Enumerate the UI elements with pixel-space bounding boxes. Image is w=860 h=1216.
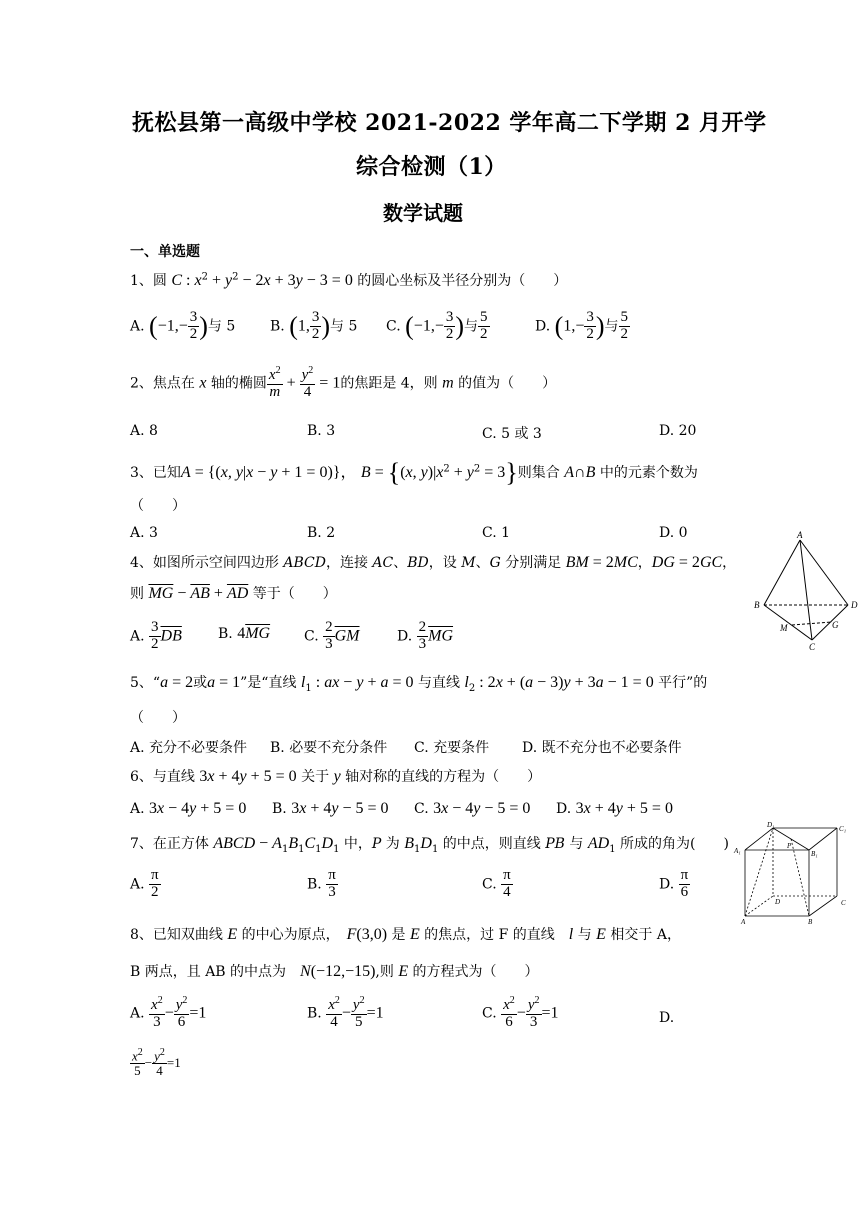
- q8-option-d-label: D.: [659, 1010, 675, 1026]
- q4-stem-line2: 则 $\overline{MG} - \overline{AB} + \overline{AD}$ 等于（ ）: [130, 585, 337, 602]
- q7-option-d: D. $\frac{\pi}{6}$: [659, 867, 689, 900]
- q1-option-d: D. (1,− $\frac{3}{2}$ )与 $\frac{5}{2}$: [535, 309, 629, 342]
- q6-option-b: B. 3x + 4y − 5 = 0: [272, 800, 389, 817]
- q7-option-c: C. $\frac{\pi}{4}$: [482, 867, 511, 900]
- q4-option-c: C. $\frac{2}{3}$ $\overline{GM}$: [304, 619, 360, 652]
- q4-option-b: B. $4\overline{MG}$: [218, 625, 271, 642]
- subject-title: 数学试题: [383, 201, 463, 225]
- fig-label-m: M: [780, 623, 788, 633]
- q8-option-b: B. $\frac{x^2}{4}$ − $\frac{y^2}{5}$ =1: [307, 995, 384, 1030]
- q3-option-a: A. 3: [130, 525, 158, 541]
- cube-label-c1: C₁: [839, 825, 847, 833]
- q1-stem: 1、圆 C : $x^2 + y^2 - 2x + 3y - 3 = 0$ 的圆心坐标及半径分别为（ ）: [130, 271, 568, 289]
- cube-label-b1: B₁: [811, 850, 818, 858]
- cube-label-b: B: [808, 918, 813, 926]
- q2-stem: 2、焦点在 x 轴的椭圆 $\frac{x^2}{m}$ + $\frac{y^2}{4}$ = 1的焦距是 4，则 m 的值为（ ）: [130, 365, 557, 400]
- q2-option-d: D. 20: [659, 423, 697, 439]
- fig-label-g: G: [832, 620, 839, 630]
- q2-option-c: C. 5 或 3: [482, 426, 542, 442]
- fig-label-d: D: [851, 600, 858, 610]
- fig-label-b: B: [754, 600, 760, 610]
- cube-label-d: D: [775, 898, 781, 906]
- q5-paren: （ ）: [130, 710, 186, 726]
- q2-option-a: A. 8: [130, 423, 158, 439]
- q8-option-c: C. $\frac{x^2}{6}$ − $\frac{y^2}{3}$ =1: [482, 995, 559, 1030]
- q5-option-a: A. 充分不必要条件: [130, 740, 248, 756]
- q5-option-b: B. 必要不充分条件: [270, 740, 388, 756]
- q1-option-c: C. (−1,− $\frac{3}{2}$ )与 $\frac{5}{2}$: [386, 309, 488, 342]
- q5-option-d: D. 既不充分也不必要条件: [522, 740, 682, 756]
- tetrahedron-figure: [750, 530, 860, 655]
- q3-paren: （ ）: [130, 498, 186, 514]
- q8-option-a: A. $\frac{x^2}{3}$ − $\frac{y^2}{6}$ =1: [130, 995, 207, 1030]
- q7-option-b: B. $\frac{\pi}{3}$: [307, 867, 336, 900]
- q3-option-d: D. 0: [659, 525, 688, 541]
- q1-option-b: B. (1, $\frac{3}{2}$ )与 5: [270, 309, 358, 342]
- q8-stem-line2: B 两点，且 AB 的中点为 N(−12,−15),则 E 的方程式为（ ）: [130, 963, 539, 980]
- q3-stem: 3、已知A = {(x, y|x − y + 1 = 0)}， B = {(x, $y)|x^2 + y^2 = 3$}则集合 A∩B 中的元素个数为: [130, 458, 698, 487]
- q4-option-a: A. $\frac{3}{2}$ $\overline{DB}$: [130, 619, 182, 652]
- q4-option-d: D. $\frac{2}{3}$ $\overline{MG}$: [397, 619, 454, 652]
- fig-label-c: C: [809, 642, 816, 652]
- q6-stem: 6、与直线 3x + 4y + 5 = 0 关于 y 轴对称的直线的方程为（ ）: [130, 768, 542, 785]
- q8-option-d-expr: $\frac{x^2}{5}$ − $\frac{y^2}{4}$ =1: [132, 1047, 181, 1078]
- fig-label-a: A: [797, 530, 803, 540]
- q6-option-d: D. 3x + 4y + 5 = 0: [556, 800, 673, 817]
- q4-stem-line1: 4、如图所示空间四边形 ABCD，连接 AC、BD，设 M、G 分别满足 BM = 2MC，DG = 2GC，: [130, 554, 737, 571]
- title-line2: 综合检测（1）: [356, 154, 507, 180]
- q7-option-a: A. $\frac{\pi}{2}$: [130, 867, 159, 900]
- title-line1: 抚松县第一高级中学校 2021-2022 学年高二下学期 2 月开学: [132, 110, 767, 136]
- q3-option-c: C. 1: [482, 525, 511, 541]
- q6-option-c: C. 3x − 4y − 5 = 0: [414, 800, 531, 817]
- q5-stem: 5、“a = 2或a = 1”是“直线 $l_1$ : ax − y + a = 0 与直线 $l_2$ : 2x + (a − 3)y + 3a − 1 = 0 平行”的: [130, 674, 708, 694]
- cube-label-c: C: [841, 899, 846, 907]
- q2-option-b: B. 3: [307, 423, 336, 439]
- q1-option-a: A. (−1,− $\frac{3}{2}$ )与 5: [130, 309, 236, 342]
- cube-label-p: P: [787, 842, 792, 850]
- q5-option-c: C. 充要条件: [414, 740, 490, 756]
- cube-label-d1: D₁: [767, 821, 775, 829]
- q8-stem-line1: 8、已知双曲线 E 的中心为原点， F(3,0) 是 E 的焦点，过 F 的直线 l 与 E 相交于 A，: [130, 926, 681, 943]
- cube-label-a: A: [741, 918, 746, 926]
- q6-option-a: A. 3x − 4y + 5 = 0: [130, 800, 247, 817]
- cube-label-a1: A₁: [734, 847, 741, 855]
- cube-figure: [733, 818, 853, 926]
- section-heading: 一、单选题: [130, 244, 200, 260]
- q3-option-b: B. 2: [307, 525, 336, 541]
- q7-stem: 7、在正方体 ABCD − $A_1B_1C_1D_1$ 中，P 为 $B_1D_1$ 的中点，则直线 PB 与 $AD_1$ 所成的角为( ): [130, 835, 729, 855]
